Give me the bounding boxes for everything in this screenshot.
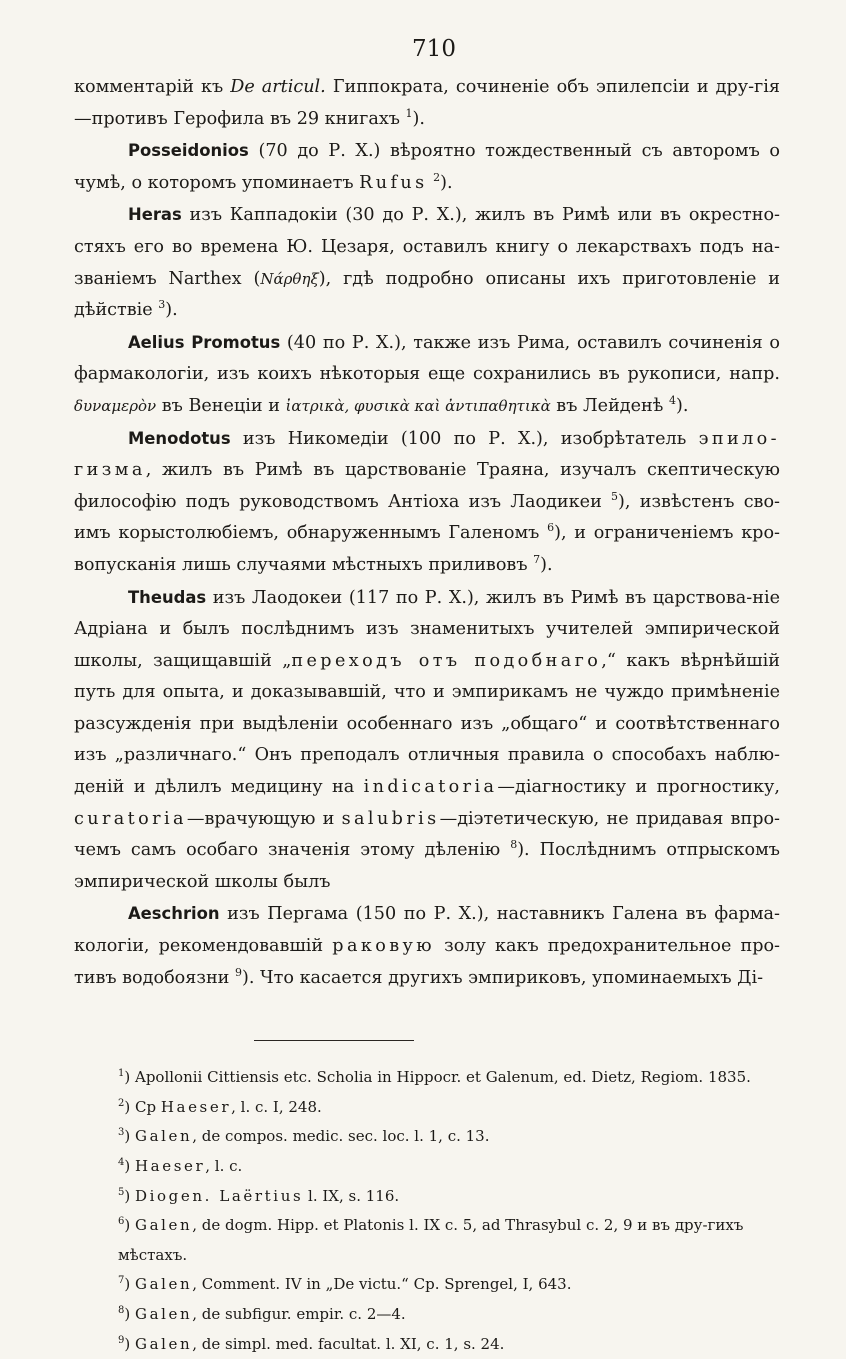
footnote-number: 1 bbox=[118, 1068, 125, 1080]
text-run: переходъ отъ подобнаго bbox=[291, 650, 602, 671]
footnote bbox=[118, 1182, 780, 1212]
footnote-paren: ) bbox=[124, 1275, 135, 1294]
text-run: въ Венецiи и bbox=[156, 395, 286, 416]
text-run: Galen bbox=[135, 1334, 193, 1353]
text-run: ), и ограниченiемъ кро-вопусканiя лишь случаями мѣстныхъ приливовъ bbox=[74, 523, 780, 575]
footnote-paren: ) bbox=[124, 1186, 135, 1205]
text-run: Rufus bbox=[359, 172, 428, 193]
footnote bbox=[118, 1152, 780, 1182]
text-run: Galen bbox=[135, 1275, 193, 1294]
text-run: Apollonii Cittiensis etc. Scholia in Hippocr. et Galenum, ed. Dietz, Regiom. 1835. bbox=[135, 1068, 751, 1087]
text-run: Haeser bbox=[160, 1097, 232, 1116]
footnote bbox=[118, 1300, 780, 1330]
text-run: l. IX, s. 116. bbox=[303, 1186, 400, 1205]
paragraph bbox=[74, 199, 780, 326]
footnote-paren: ) bbox=[124, 1068, 135, 1087]
text-run: золу какъ предохранительное про-тивъ водобоязни bbox=[74, 936, 781, 988]
paragraph bbox=[74, 898, 780, 994]
text-run: Ср bbox=[135, 1097, 161, 1116]
footnote-ref: 9 bbox=[235, 965, 242, 979]
footnote-ref: 3 bbox=[158, 298, 166, 312]
entry-heading: Posseidonios bbox=[128, 141, 249, 161]
footnote bbox=[118, 1063, 780, 1093]
text-run: изъ Лаодокеи (117 по Р. Х.), жилъ въ Римѣ въ царствова-нiе Адрiана и былъ послѣднимъ изъ знаменитыхъ учителей эмпирической школы, защищавшiй „ bbox=[74, 587, 780, 671]
entry-heading: Aeschrion bbox=[128, 904, 220, 924]
text-run: —дiэтетическую, не придавая впро-чемъ самъ особаго значенiя этому дѣленiю bbox=[74, 808, 780, 861]
paragraph bbox=[74, 327, 780, 423]
paragraph bbox=[74, 423, 780, 582]
text-run: Haeser bbox=[135, 1157, 206, 1175]
page-number: 710 bbox=[412, 36, 456, 62]
text-run: , de subfigur. empir. c. 2—4. bbox=[192, 1304, 406, 1323]
entry-heading: Heras bbox=[128, 205, 182, 225]
text-run: изъ Никомедiи (100 по Р. Х.), изобрѣтатель bbox=[230, 428, 699, 449]
paragraph bbox=[74, 582, 780, 899]
text-run: Galen bbox=[135, 1127, 193, 1146]
footnote bbox=[118, 1093, 780, 1123]
paragraph bbox=[74, 72, 780, 135]
text-run: комментарiй къ bbox=[74, 77, 231, 97]
footnote-ref: 7 bbox=[533, 553, 541, 567]
text-run: Νάρθηξ bbox=[260, 269, 319, 288]
text-run: ). bbox=[165, 300, 178, 321]
footnote-paren: ) bbox=[124, 1216, 135, 1235]
text-run: ). Послѣднимъ отпрыскомъ эмпирической школы былъ bbox=[74, 840, 780, 892]
text-run: curatoria bbox=[74, 808, 187, 829]
entry-heading: Theudas bbox=[128, 587, 207, 607]
footnote-number: 2 bbox=[118, 1097, 125, 1109]
text-run: изъ Каппадокiи (30 до Р. Х.), жилъ въ Римѣ или въ окрестно-стяхъ его во времена Ю. Цезаря, оставилъ книгу о лекарствахъ подъ на-званiемъ Narthex ( bbox=[74, 205, 780, 289]
footnote-ref: 1 bbox=[405, 106, 413, 120]
text-run: Гиппократа, сочиненiе объ эпилепсiи и дру-гiя—противъ Герофила въ 29 книгахъ bbox=[74, 77, 780, 129]
text-run: ). bbox=[675, 395, 689, 416]
footnote-paren: ) bbox=[124, 1304, 135, 1323]
text-run: Galen bbox=[135, 1304, 193, 1323]
footnote-number: 7 bbox=[118, 1275, 125, 1287]
text-run: (40 по Р. Х.), также изъ Рима, оставилъ сочиненiя о фармакологiи, изъ коихъ нѣкоторыя еще сохранились въ рукописи, напр. bbox=[74, 332, 780, 385]
text-run: эпило-гизма bbox=[74, 428, 780, 481]
text-run: δυναμερὸν bbox=[74, 396, 157, 415]
text-run: —дiагностику и прогностику, bbox=[497, 777, 780, 798]
text-run: ,“ какъ вѣрнѣйшiй путь для опыта, и доказывавшiй, что и эмпирикамъ не чуждо примѣненiе разсужденiя при выдѣленiи особеннаго изъ „общаго“ и соотвѣтственнаго изъ „различнаго.“ Онъ преподалъ отличныя правила о способахъ наблю-денiй и дѣлилъ медицину на bbox=[74, 650, 780, 798]
text-run: , Comment. IV in „De victu.“ Ср. Sprengel, I, 643. bbox=[192, 1275, 572, 1294]
text-run: раковую bbox=[332, 936, 436, 957]
text-run: ). bbox=[412, 108, 426, 129]
footnote-number: 6 bbox=[118, 1216, 125, 1228]
footnote-paren: ) bbox=[124, 1334, 135, 1353]
text-run: Galen bbox=[135, 1216, 193, 1235]
text-run: ). Что касается другихъ эмпириковъ, упоминаемыхъ Дi- bbox=[242, 967, 764, 988]
footnote-paren: ) bbox=[124, 1127, 135, 1146]
text-run: , жилъ въ Римѣ въ царствованiе Траяна, изучалъ скептическую философiю подъ руководствомъ Антiоха изъ Лаодикеи bbox=[74, 460, 780, 512]
text-run: De articul. bbox=[230, 77, 326, 97]
text-run: (70 до Р. Х.) вѣроятно тождественный съ авторомъ о чумѣ, о которомъ упоминаетъ bbox=[74, 141, 780, 193]
text-run: , de dogm. Hipp. et Platonis l. IX c. 5, ad Thrasybul c. 2, 9 и въ дру-гихъ мѣстахъ. bbox=[118, 1216, 744, 1264]
footnote-number: 5 bbox=[118, 1186, 125, 1198]
footnote bbox=[118, 1211, 780, 1270]
footnote-number: 8 bbox=[118, 1304, 125, 1316]
footnotes bbox=[74, 1063, 780, 1359]
footnote-ref: 5 bbox=[611, 489, 619, 503]
paragraph bbox=[74, 135, 780, 199]
text-run: , de simpl. med. facultat. l. XI, c. 1, s. 24. bbox=[192, 1334, 505, 1353]
footnote-ref: 8 bbox=[510, 838, 518, 852]
entry-heading: Aelius Promotus bbox=[128, 332, 281, 352]
text-run: ). bbox=[440, 172, 453, 193]
footnote-number: 9 bbox=[118, 1334, 125, 1346]
footnote bbox=[118, 1330, 780, 1359]
text-run: въ Лейденѣ bbox=[550, 395, 669, 416]
footnote bbox=[118, 1270, 780, 1300]
footnote-ref: 6 bbox=[547, 521, 555, 535]
text-run: ), извѣстенъ сво-имъ корыстолюбiемъ, обнаруженнымъ Галеномъ bbox=[74, 491, 780, 544]
footnote-separator bbox=[254, 1040, 414, 1041]
text-run: , de compos. medic. sec. loc. l. 1, c. 13. bbox=[192, 1127, 490, 1146]
footnote-number: 3 bbox=[118, 1127, 125, 1139]
text-run: salubris bbox=[341, 808, 440, 829]
footnote-ref: 2 bbox=[433, 170, 441, 184]
text-run: ἰατρικὰ, φυσικὰ καὶ ἀντιπαθητικὰ bbox=[285, 396, 551, 415]
text-run: изъ Пергама (150 по Р. Х.), наставникъ Галена въ фарма-кологiи, рекомендовавшiй bbox=[74, 904, 780, 957]
footnote-number: 4 bbox=[118, 1157, 125, 1168]
text-run: , l. c. bbox=[205, 1157, 243, 1175]
text-run: ), гдѣ подробно описаны ихъ приготовленiе и дѣйствiе bbox=[74, 268, 781, 321]
body-text bbox=[74, 72, 780, 994]
text-run: ). bbox=[540, 554, 553, 575]
entry-heading: Menodotus bbox=[128, 428, 231, 448]
footnote-ref: 4 bbox=[668, 394, 676, 408]
footnote-paren: ) bbox=[124, 1097, 135, 1116]
text-run: indicatoria bbox=[363, 777, 498, 798]
footnote-paren: ) bbox=[124, 1157, 135, 1175]
footnote bbox=[118, 1122, 780, 1152]
text-run: Diogen. Laërtius bbox=[135, 1186, 304, 1205]
text-run: , l. c. I, 248. bbox=[231, 1097, 322, 1116]
text-run: —врачующую и bbox=[186, 808, 342, 829]
